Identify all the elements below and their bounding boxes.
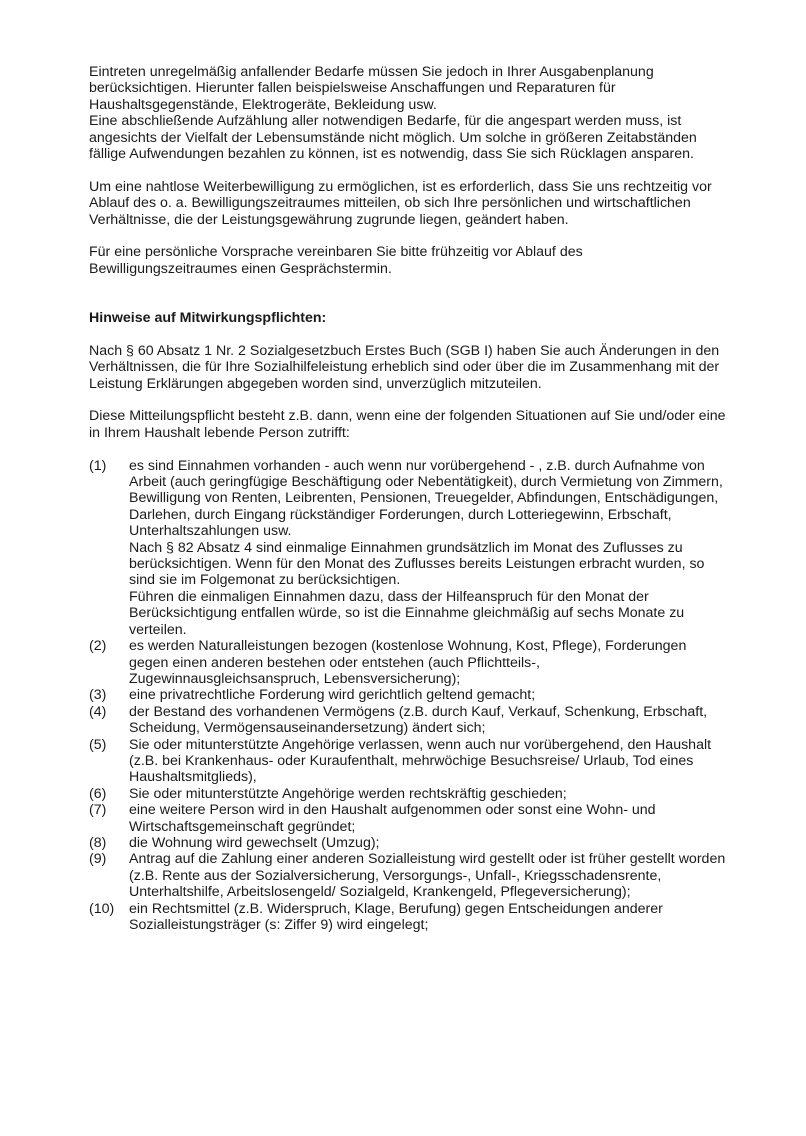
item-number: (10) <box>89 900 115 917</box>
list-item <box>89 737 729 786</box>
item-text: eine privatrechtliche Forderung wird gerichtlich geltend gemacht; <box>129 687 536 704</box>
list-item <box>89 851 729 900</box>
list-item <box>89 835 729 851</box>
paragraph-budget: Eintreten unregelmäßig anfallender Bedarfe müssen Sie jedoch in Ihrer Ausgabenplanung berücksichtigen. Hierunter fallen beispielsweise Anschaffungen und Reparaturen für Haushaltsgegenstände, Elektrogeräte, Bekleidung usw. <box>89 64 654 113</box>
obligations-list <box>89 458 729 934</box>
paragraph-appointment: Für eine persönliche Vorsprache vereinbaren Sie bitte frühzeitig vor Ablauf des Bewilligungszeitraumes einen Gesprächstermin. <box>89 244 583 277</box>
item-text: Sie oder mitunterstützte Angehörige werden rechtskräftig geschieden; <box>129 785 567 802</box>
list-item <box>89 458 729 638</box>
item-text: eine weitere Person wird in den Haushalt aufgenommen oder sonst eine Wohn- und Wirtschaftsgemeinschaft gegründet; <box>129 802 656 835</box>
list-item <box>89 901 729 934</box>
item-number: (6) <box>89 785 107 802</box>
item-text: Nach § 82 Absatz 4 sind einmalige Einnahmen grundsätzlich im Monat des Zuflusses zu berücksichtigen. Wenn für den Monat des Zuflusses bereits Leistungen erbracht wurden, so sind sie im Folgemonat zu berücksichtigen. <box>129 539 705 589</box>
item-text: Führen die einmaligen Einnahmen dazu, dass der Hilfeanspruch für den Monat der Berücksichtigung entfallen würde, so ist die Einnahme gleichmäßig auf sechs Monate zu verteilen. <box>129 588 685 638</box>
item-number: (5) <box>89 736 107 753</box>
list-item <box>89 638 729 687</box>
section-heading: Hinweise auf Mitwirkungspflichten: <box>89 310 327 327</box>
item-text: es werden Naturalleistungen bezogen (kostenlose Wohnung, Kost, Pflege), Forderungen gegen einen anderen bestehen oder entstehen (auch Pflichtteils-, Zugewinnausgleichsanspruch, Lebensversicherung); <box>129 638 687 687</box>
list-item <box>89 802 729 835</box>
paragraph-savings: Eine abschließende Aufzählung aller notwendigen Bedarfe, für die angespart werden muss, ist angesichts der Vielfalt der Lebensumstände nicht möglich. Um solche in größeren Zeitabständen fällige Aufwendungen bezahlen zu können, ist es notwendig, dass Sie sich Rücklagen ansparen. <box>89 113 697 163</box>
item-text: ein Rechtsmittel (z.B. Widerspruch, Klage, Berufung) gegen Entscheidungen anderer Sozialleistungsträger (s: Ziffer 9) wird eingelegt; <box>129 900 663 934</box>
item-number: (1) <box>89 457 107 474</box>
document-page <box>89 64 729 933</box>
paragraph-continuation: Um eine nahtlose Weiterbewilligung zu ermöglichen, ist es erforderlich, dass Sie uns rechtzeitig vor Ablauf des o. a. Bewilligungszeitraumes mitteilen, ob sich Ihre persönlichen und wirtschaftlichen Verhältnisse, die der Leistungsgewährung zugrunde liegen, geändert haben. <box>89 178 712 228</box>
item-number: (2) <box>89 638 107 655</box>
section-intro: Nach § 60 Absatz 1 Nr. 2 Sozialgesetzbuch Erstes Buch (SGB I) haben Sie auch Änderungen in den Verhältnissen, die für Ihre Sozialhilfeleistung erheblich sind oder über die im Zusammenhang mit der Leistung Erklärungen abgegeben worden sind, unverzüglich mitzuteilen. <box>89 342 720 392</box>
item-number: (4) <box>89 703 107 720</box>
list-item <box>89 687 729 703</box>
item-number: (3) <box>89 687 107 704</box>
item-number: (8) <box>89 834 107 851</box>
list-item <box>89 786 729 802</box>
item-text: es sind Einnahmen vorhanden - auch wenn nur vorübergehend - , z.B. durch Aufnahme von Arbeit (auch geringfügige Beschäftigung oder Nebentätigkeit), durch Vermietung von Zimmern, Bewilligung von Renten, Leibrenten, Pensionen, Treuegelder, Abfindungen, Entschädigungen, Darlehen, durch Eingang rückständiger Forderungen, durch Lotteriegewinn, Erbschaft, Unterhaltszahlungen usw. <box>129 457 723 540</box>
section-lead: Diese Mitteilungspflicht besteht z.B. dann, wenn eine der folgenden Situationen auf Sie und/oder eine in Ihrem Haushalt lebende Person zutrifft: <box>89 408 726 441</box>
item-text: Sie oder mitunterstützte Angehörige verlassen, wenn auch nur vorübergehend, den Haushalt (z.B. bei Krankenhaus- oder Kuraufenthalt, mehrwöchige Besuchsreise/ Urlaub, Tod eines Haushaltsmitglieds), <box>129 736 712 786</box>
item-text: die Wohnung wird gewechselt (Umzug); <box>129 834 380 851</box>
list-item <box>89 704 729 737</box>
item-text: Antrag auf die Zahlung einer anderen Sozialleistung wird gestellt oder ist früher gestellt worden (z.B. Rente aus der Sozialversicherung, Versorgungs-, Unfall-, Kriegsschadensrente, Unterhaltshilfe, Arbeitslosengeld/ Sozialgeld, Krankengeld, Pflegeversicherung); <box>129 851 726 901</box>
item-number: (7) <box>89 802 107 819</box>
item-number: (9) <box>89 851 107 868</box>
item-text: der Bestand des vorhandenen Vermögens (z.B. durch Kauf, Verkauf, Schenkung, Erbschaft, Scheidung, Vermögensauseinandersetzung) ändert sich; <box>129 703 708 737</box>
